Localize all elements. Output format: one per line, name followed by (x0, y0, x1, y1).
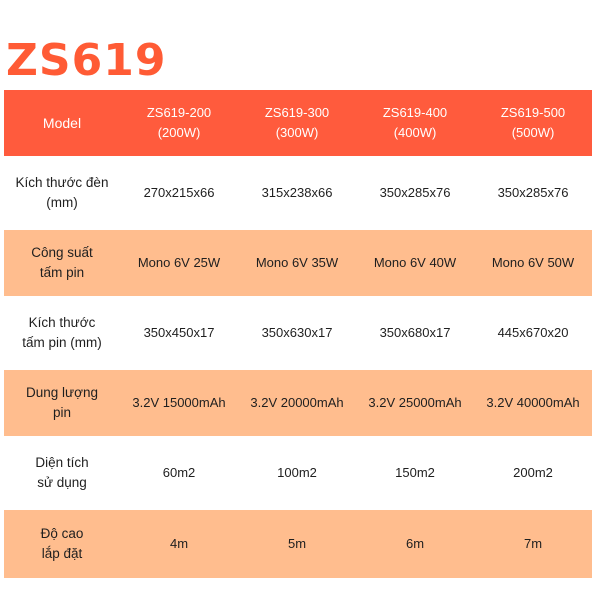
model-power: (500W) (511, 125, 555, 140)
model-power: (200W) (157, 125, 201, 140)
table-cell: 350x630x17 (238, 296, 356, 370)
table-row (4, 230, 592, 296)
table-cell: Mono 6V 35W (238, 230, 356, 296)
row-label-line: Dung lượng (26, 385, 98, 400)
row-label-line: (mm) (46, 195, 78, 210)
table-cell: 445x670x20 (474, 296, 592, 370)
model-name: ZS619-400 (382, 105, 448, 120)
table-cell: 3.2V 15000mAh (120, 370, 238, 436)
header-cell (356, 90, 474, 156)
page-title: ZS619 (6, 35, 167, 86)
table-cell: 3.2V 40000mAh (474, 370, 592, 436)
table-cell: 60m2 (120, 436, 238, 510)
table-cell: 350x450x17 (120, 296, 238, 370)
model-power: (400W) (393, 125, 437, 140)
header-cell (120, 90, 238, 156)
table-cell: 270x215x66 (120, 156, 238, 230)
row-label (4, 296, 120, 370)
table-cell: 150m2 (356, 436, 474, 510)
row-label (4, 156, 120, 230)
table-row (4, 296, 592, 370)
model-name: ZS619-300 (264, 105, 330, 120)
table-cell: 350x285x76 (356, 156, 474, 230)
model-name: ZS619-500 (500, 105, 566, 120)
table-row (4, 156, 592, 230)
table-cell: 350x680x17 (356, 296, 474, 370)
table-cell: 6m (356, 510, 474, 578)
table-row (4, 370, 592, 436)
table-cell: 3.2V 20000mAh (238, 370, 356, 436)
row-label-line: tấm pin (39, 265, 85, 280)
row-label (4, 230, 120, 296)
row-label-line: Kích thước đèn (15, 175, 109, 190)
header-cell (238, 90, 356, 156)
header-cell-model (4, 90, 120, 156)
table-cell: 4m (120, 510, 238, 578)
row-label-line: Công suất (31, 245, 93, 260)
row-label-line: Độ cao (40, 526, 84, 541)
row-label-line: lắp đặt (41, 546, 83, 561)
table-cell: 100m2 (238, 436, 356, 510)
table-cell: 200m2 (474, 436, 592, 510)
table-cell: 5m (238, 510, 356, 578)
table-cell: Mono 6V 25W (120, 230, 238, 296)
table-cell: 315x238x66 (238, 156, 356, 230)
table-cell: Mono 6V 50W (474, 230, 592, 296)
row-label (4, 510, 120, 578)
spec-table (4, 90, 592, 578)
row-label-line: pin (52, 405, 71, 420)
table-row (4, 436, 592, 510)
row-label-line: sử dụng (37, 475, 87, 490)
row-label (4, 436, 120, 510)
row-label-line: Diện tích (35, 455, 89, 470)
model-name: ZS619-200 (146, 105, 212, 120)
table-cell: 7m (474, 510, 592, 578)
model-power: (300W) (275, 125, 319, 140)
table-row (4, 510, 592, 578)
table-cell: Mono 6V 40W (356, 230, 474, 296)
row-label-line: Kích thước (28, 315, 96, 330)
table-header-row (4, 90, 592, 156)
header-label: Model (42, 114, 82, 131)
table-cell: 350x285x76 (474, 156, 592, 230)
row-label-line: tấm pin (mm) (22, 335, 102, 350)
header-cell (474, 90, 592, 156)
row-label (4, 370, 120, 436)
table-cell: 3.2V 25000mAh (356, 370, 474, 436)
